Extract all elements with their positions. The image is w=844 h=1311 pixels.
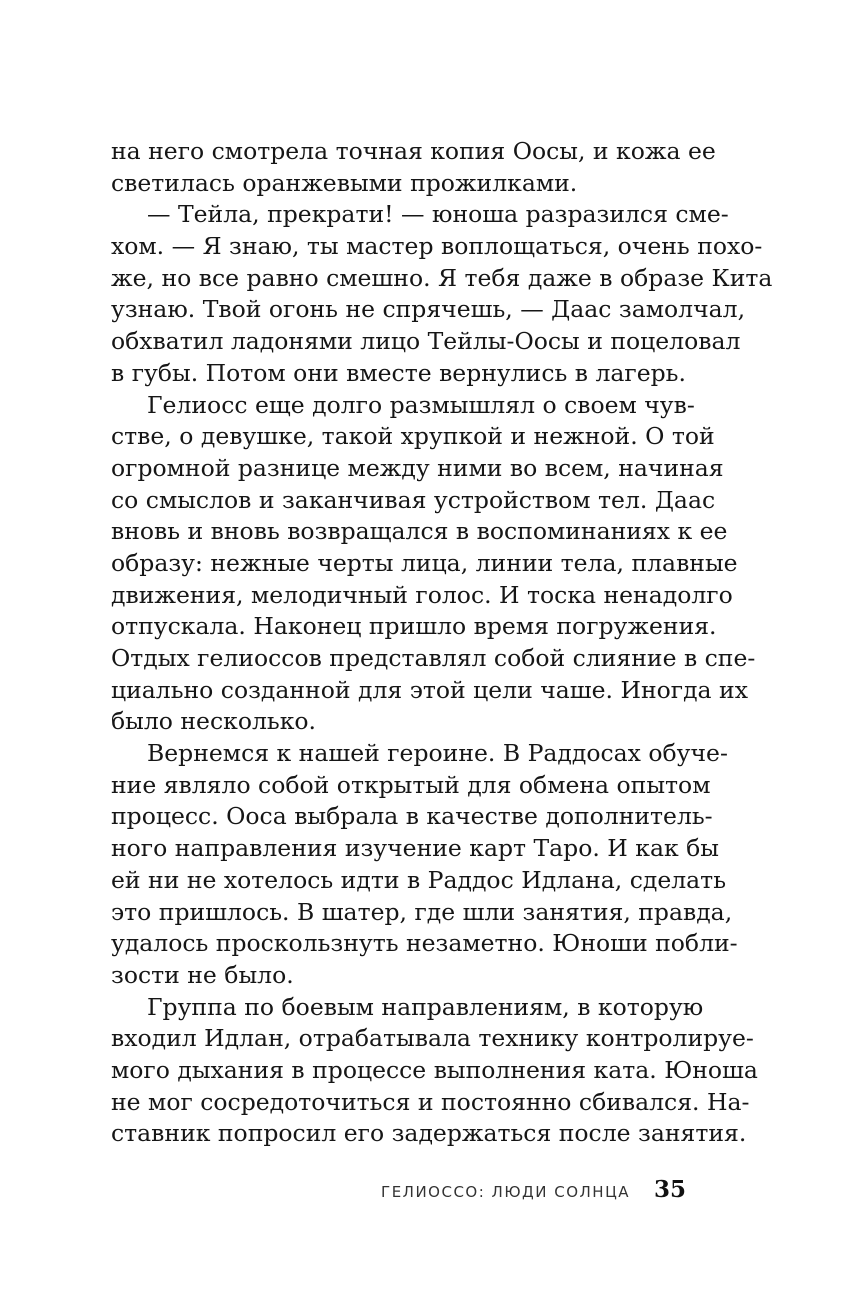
text-line: образу: нежные черты лица, линии тела, плавные bbox=[111, 548, 738, 577]
text-line: ей ни не хотелось идти в Раддос Идлана, сделать bbox=[111, 865, 726, 894]
text-line: входил Идлан, отрабатывала технику контролируе- bbox=[111, 1024, 754, 1053]
text-line: циально созданной для этой цели чаше. Иногда их bbox=[111, 675, 748, 704]
text-line: огромной разнице между ними во всем, начиная bbox=[111, 453, 724, 482]
text-line: удалось проскользнуть незаметно. Юноши побли- bbox=[111, 929, 738, 958]
text-line: со смыслов и заканчивая устройством тел. Даас bbox=[111, 485, 716, 514]
paragraph bbox=[111, 992, 758, 1150]
text-line: светилась оранжевыми прожилками. bbox=[111, 168, 578, 197]
text-line: же, но все равно смешно. Я тебя даже в образе Кита bbox=[111, 263, 773, 292]
text-line: стве, о девушке, такой хрупкой и нежной. О той bbox=[111, 422, 715, 451]
text-line: узнаю. Твой огонь не спрячешь, — Даас замолчал, bbox=[111, 295, 746, 324]
text-line: ние являло собой открытый для обмена опытом bbox=[111, 770, 711, 799]
running-title: ГЕЛИОССО: ЛЮДИ СОЛНЦА bbox=[381, 1183, 630, 1201]
text-line: зости не было. bbox=[111, 960, 294, 989]
text-line: отпускала. Наконец пришло время погружения. bbox=[111, 612, 717, 641]
text-line: ного направления изучение карт Таро. И как бы bbox=[111, 834, 719, 863]
text-line: ставник попросил его задержаться после занятия. bbox=[111, 1119, 747, 1148]
paragraph bbox=[111, 199, 773, 389]
text-line: процесс. Ооса выбрала в качестве дополнитель- bbox=[111, 802, 713, 831]
body-text bbox=[111, 136, 773, 1150]
text-line: Гелиосс еще долго размышлял о своем чув- bbox=[147, 390, 695, 419]
paragraph bbox=[111, 738, 738, 992]
text-line: на него смотрела точная копия Оосы, и кожа ее bbox=[111, 137, 716, 165]
text-line: хом. — Я знаю, ты мастер воплощаться, очень похо- bbox=[111, 232, 763, 261]
paragraph bbox=[111, 136, 716, 199]
text-line: Вернемся к нашей героине. В Раддосах обуче- bbox=[147, 739, 728, 768]
text-line: вновь и вновь возвращался в воспоминаниях к ее bbox=[111, 517, 728, 546]
running-footer bbox=[381, 1176, 686, 1206]
text-line: было несколько. bbox=[111, 707, 316, 736]
text-line: мого дыхания в процессе выполнения ката. Юноша bbox=[111, 1055, 758, 1084]
page-number: 35 bbox=[653, 1176, 686, 1203]
text-line: не мог сосредоточиться и постоянно сбивался. На- bbox=[111, 1087, 750, 1116]
text-line: — Тейла, прекрати! — юноша разразился сме- bbox=[147, 200, 729, 229]
text-line: движения, мелодичный голос. И тоска ненадолго bbox=[111, 580, 733, 609]
text-line: в губы. Потом они вместе вернулись в лагерь. bbox=[111, 358, 686, 387]
text-line: обхватил ладонями лицо Тейлы-Оосы и поцеловал bbox=[111, 327, 741, 356]
text-line: Отдых гелиоссов представлял собой слияние в спе- bbox=[111, 644, 756, 672]
text-line: Группа по боевым направлениям, в которую bbox=[147, 992, 704, 1021]
paragraph bbox=[111, 390, 756, 739]
text-line: это пришлось. В шатер, где шли занятия, правда, bbox=[111, 897, 733, 926]
